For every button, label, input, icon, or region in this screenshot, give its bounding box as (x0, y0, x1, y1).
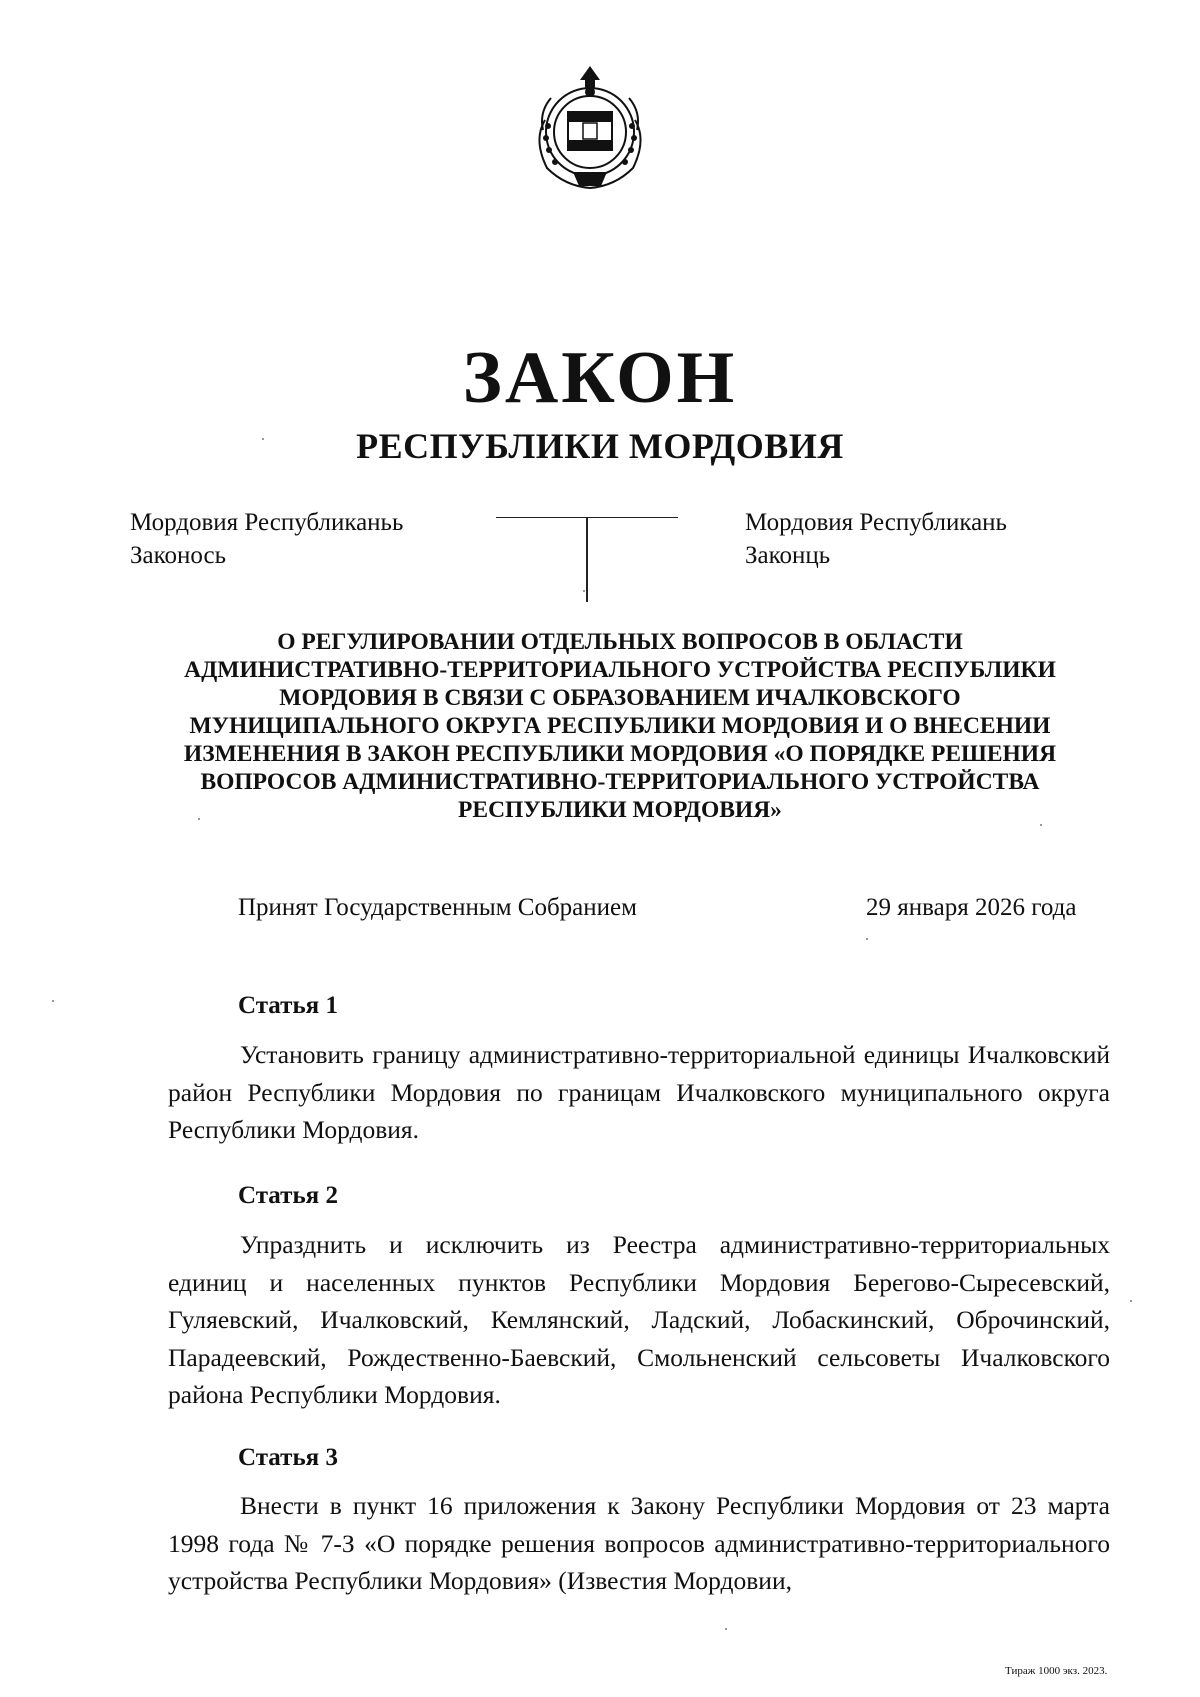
header-divider-vertical (586, 517, 588, 602)
article-3-text: Внести в пункт 16 приложения к Закону Республики Мордовия от 23 марта 1998 года № 7-З «О порядке решения вопросов административно-территориального устройства Республики Мордовия» (Известия Мордовии, (168, 1491, 1110, 1595)
scan-speck (583, 590, 585, 592)
adopted-date: 29 января 2026 года (866, 894, 1077, 921)
adopted-by: Принят Государственным Собранием (238, 894, 637, 921)
scan-speck (1040, 824, 1042, 826)
right-title-line: Мордовия Республикань (745, 509, 1007, 536)
scan-speck (866, 938, 868, 940)
heading-line: АДМИНИСТРАТИВНО-ТЕРРИТОРИАЛЬНОГО УСТРОЙСТВА РЕСПУБЛИКИ (184, 657, 1056, 683)
heading-line: РЕСПУБЛИКИ МОРДОВИЯ» (458, 797, 782, 823)
right-title-line: Законць (745, 542, 831, 569)
heading-line: О РЕГУЛИРОВАНИИ ОТДЕЛЬНЫХ ВОПРОСОВ В ОБЛАСТИ (277, 629, 963, 655)
article-1-text: Установить границу административно-территориальной единицы Ичалковский район Республики Мордовия по границам Ичалковского муниципального округа Республики Мордовия. (168, 1040, 1110, 1144)
left-title-line: Мордовия Республиканьь (130, 509, 404, 536)
heading-line: ИЗМЕНЕНИЯ В ЗАКОН РЕСПУБЛИКИ МОРДОВИЯ «О ПОРЯДКЕ РЕШЕНИЯ (183, 741, 1057, 767)
right-title-block (745, 506, 1085, 572)
article-3-title: Статья 3 (238, 1444, 338, 1471)
heading-line: МОРДОВИЯ В СВЯЗИ С ОБРАЗОВАНИЕМ ИЧАЛКОВСКОГО (279, 685, 961, 711)
document-title: ЗАКОН (462, 337, 738, 419)
print-run-footer: Тираж 1000 экз. 2023. (1005, 1665, 1108, 1677)
article-2-text: Упразднить и исключить из Реестра административно-территориальных единиц и населенных пунктов Республики Мордовия Берегово-Сыресевский, Гуляевский, Ичалковский, Кемлянский, Ладский, Лобаскинский, Оброчинский, Парадеевский, Рождественно-Баевский, Смольненский сельсоветы Ичалковского района Республики Мордовия. (168, 1230, 1110, 1409)
scan-speck (725, 1628, 727, 1630)
document-subtitle: РЕСПУБЛИКИ МОРДОВИЯ (356, 426, 844, 466)
heading-line: МУНИЦИПАЛЬНОГО ОКРУГА РЕСПУБЛИКИ МОРДОВИЯ И О ВНЕСЕНИИ (189, 713, 1051, 739)
scan-speck (52, 1000, 54, 1002)
left-title-block (130, 506, 460, 572)
article-2-title: Статья 2 (238, 1182, 338, 1209)
law-heading (160, 628, 1080, 824)
article-1-title: Статья 1 (238, 992, 338, 1019)
scan-speck (198, 818, 200, 820)
coat-of-arms-emblem (525, 60, 655, 194)
scan-speck (1130, 1300, 1132, 1302)
heading-line: ВОПРОСОВ АДМИНИСТРАТИВНО-ТЕРРИТОРИАЛЬНОГО УСТРОЙСТВА (200, 769, 1040, 795)
left-title-line: Законось (130, 542, 226, 569)
scan-speck (262, 438, 264, 440)
